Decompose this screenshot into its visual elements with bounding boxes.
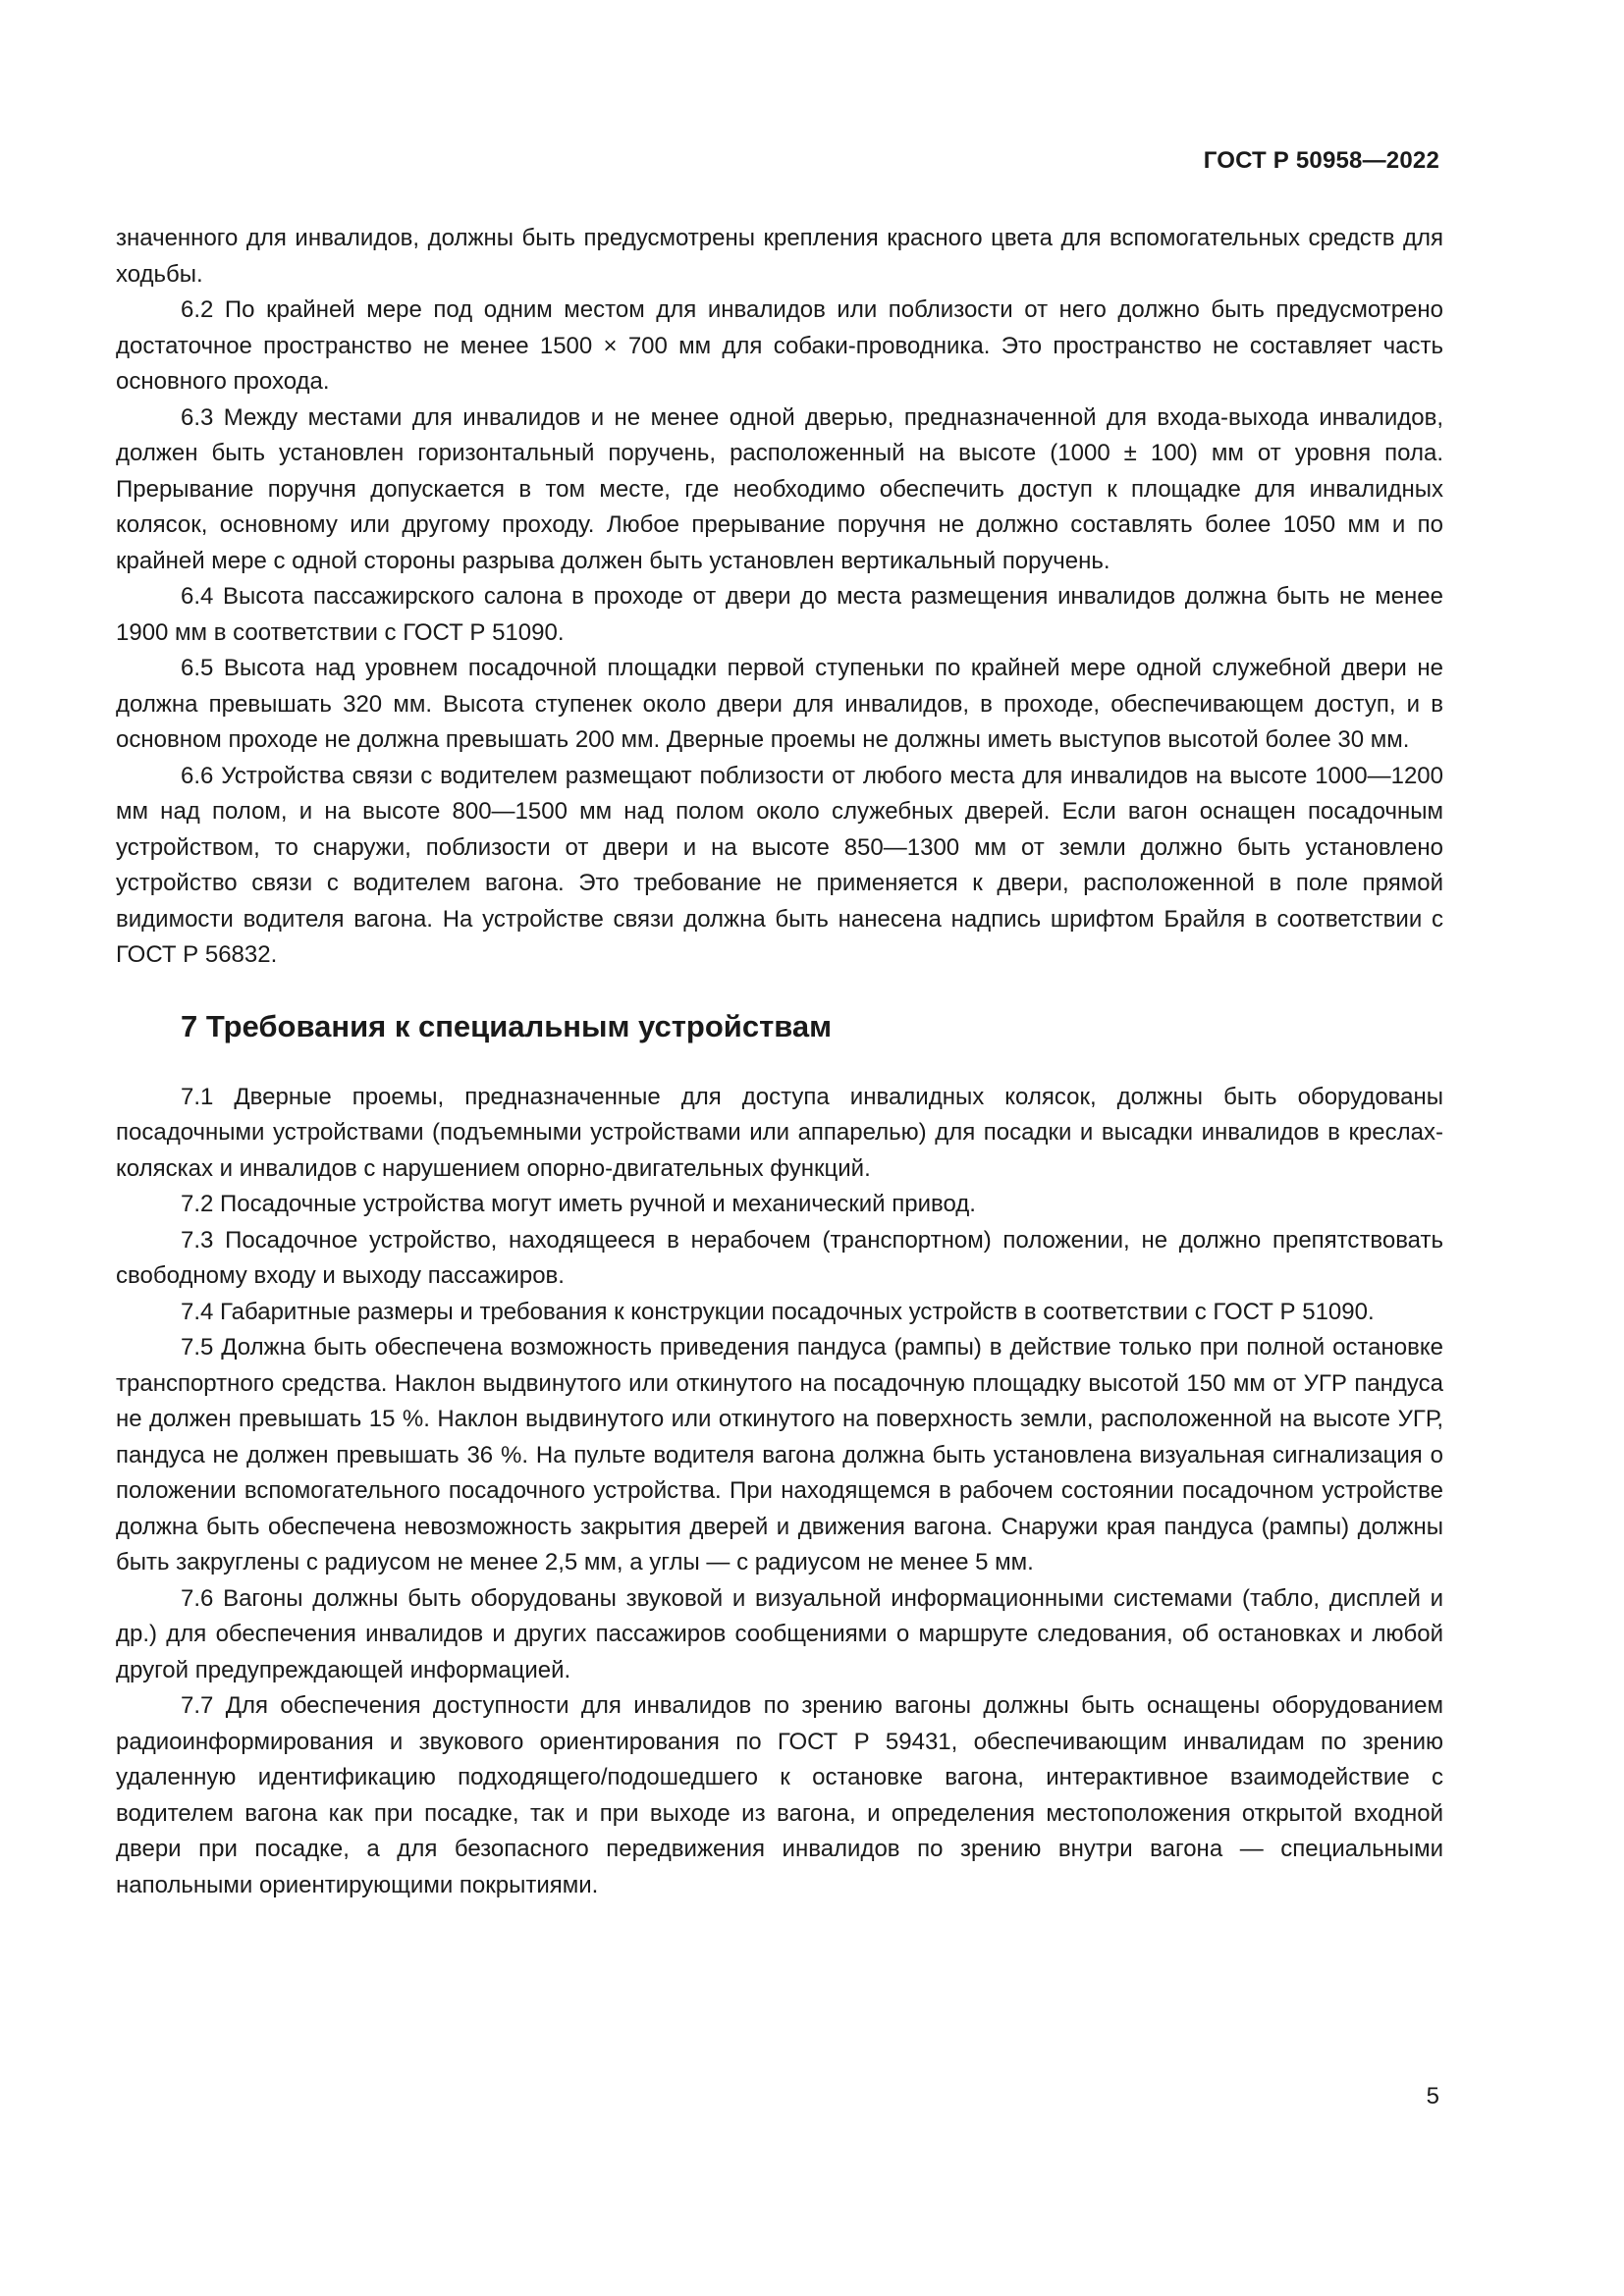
paragraph-7-7: 7.7 Для обеспечения доступности для инвалидов по зрению вагоны должны быть оснащены оборудованием радиоинформирования и звукового ориентирования по ГОСТ Р 59431, обеспечивающим инвалидам по зрению удаленную идентификацию подходящего/подошедшего к остановке вагона, интерактивное взаимодействие с водителем вагона как при посадке, так и при выходе из вагона, и определения местоположения открытой входной двери при посадке, а для безопасного передвижения инвалидов по зрению внутри вагона — специальными напольными ориентирующими покрытиями. <box>116 1692 1443 1898</box>
paragraph-7-3: 7.3 Посадочное устройство, находящееся в нерабочем (транспортном) положении, не должно препятствовать свободному входу и выходу пассажиров. <box>116 1226 1443 1289</box>
paragraph-6-4: 6.4 Высота пассажирского салона в проходе от двери до места размещения инвалидов должна быть не менее 1900 мм в соответствии с ГОСТ Р 51090. <box>116 583 1443 646</box>
document-body <box>116 221 1443 1903</box>
paragraph-7-5: 7.5 Должна быть обеспечена возможность приведения пандуса (рампы) в действие только при полной остановке транспортного средства. Наклон выдвинутого или откинутого на посадочную площадку высотой 150 мм от УГР пандуса не должен превышать 15 %. Наклон выдвинутого или откинутого на поверхность земли, расположенной на высоте УГР, пандуса не должен превышать 36 %. На пульте водителя вагона должна быть установлена визуальная сигнализация о положении вспомогательного посадочного устройства. При находящемся в рабочем состоянии посадочном устройстве должна быть обеспечена невозможность закрытия дверей и движения вагона. Снаружи края пандуса (рампы) должны быть закруглены с радиусом не менее 2,5 мм, а углы — с радиусом не менее 5 мм. <box>116 1334 1443 1575</box>
page-number: 5 <box>1426 2083 1439 2109</box>
paragraph-6-6: 6.6 Устройства связи с водителем размещают поблизости от любого места для инвалидов на высоте 1000—1200 мм над полом, и на высоте 800—1500 мм над полом около служебных дверей. Если вагон оснащен посадочным устройством, то снаружи, поблизости от двери и на высоте 850—1300 мм от земли должно быть установлено устройство связи с водителем вагона. Это требование не применяется к двери, расположенной в поле прямой видимости водителя вагона. На устройстве связи должна быть нанесена надпись шрифтом Брайля в соответствии с ГОСТ Р 56832. <box>116 762 1443 968</box>
paragraph-7-6: 7.6 Вагоны должны быть оборудованы звуковой и визуальной информационными системами (табло, дисплей и др.) для обеспечения инвалидов и других пассажиров сообщениями о маршруте следования, об остановках и любой другой предупреждающей информацией. <box>116 1584 1443 1683</box>
paragraph-6-2: 6.2 По крайней мере под одним местом для инвалидов или поблизости от него должно быть предусмотрено достаточное пространство не менее 1500 × 700 мм для собаки-проводника. Это пространство не составляет часть основного прохода. <box>116 296 1443 395</box>
document-header-standard-code: ГОСТ Р 50958—2022 <box>1203 147 1439 174</box>
paragraph-continuation: значенного для инвалидов, должны быть предусмотрены крепления красного цвета для вспомогательных средств для ходьбы. <box>116 225 1443 288</box>
paragraph-7-2: 7.2 Посадочные устройства могут иметь ручной и механический привод. <box>181 1191 976 1217</box>
paragraph-6-5: 6.5 Высота над уровнем посадочной площадки первой ступеньки по крайней мере одной служебной двери не должна превышать 320 мм. Высота ступенек около двери для инвалидов, в проходе, обеспечивающем доступ, и в основном проходе не должна превышать 200 мм. Дверные проемы не должны иметь выступов высотой более 30 мм. <box>116 655 1443 753</box>
paragraph-6-3: 6.3 Между местами для инвалидов и не менее одной дверью, предназначенной для входа-выхода инвалидов, должен быть установлен горизонтальный поручень, расположенный на высоте (1000 ± 100) мм от уровня пола. Прерывание поручня допускается в том месте, где необходимо обеспечить доступ к площадке для инвалидных колясок, основному или другому проходу. Любое прерывание поручня не должно составлять более 1050 мм и по крайней мере с одной стороны разрыва должен быть установлен вертикальный поручень. <box>116 403 1443 574</box>
paragraph-7-1: 7.1 Дверные проемы, предназначенные для доступа инвалидных колясок, должны быть оборудованы посадочными устройствами (подъемными устройствами или аппарелью) для посадки и высадки инвалидов в креслах-колясках и инвалидов с нарушением опорно-двигательных функций. <box>116 1083 1443 1182</box>
paragraph-7-4: 7.4 Габаритные размеры и требования к конструкции посадочных устройств в соответствии с ГОСТ Р 51090. <box>181 1298 1375 1325</box>
section-title-7: 7 Требования к специальным устройствам <box>181 1008 833 1043</box>
